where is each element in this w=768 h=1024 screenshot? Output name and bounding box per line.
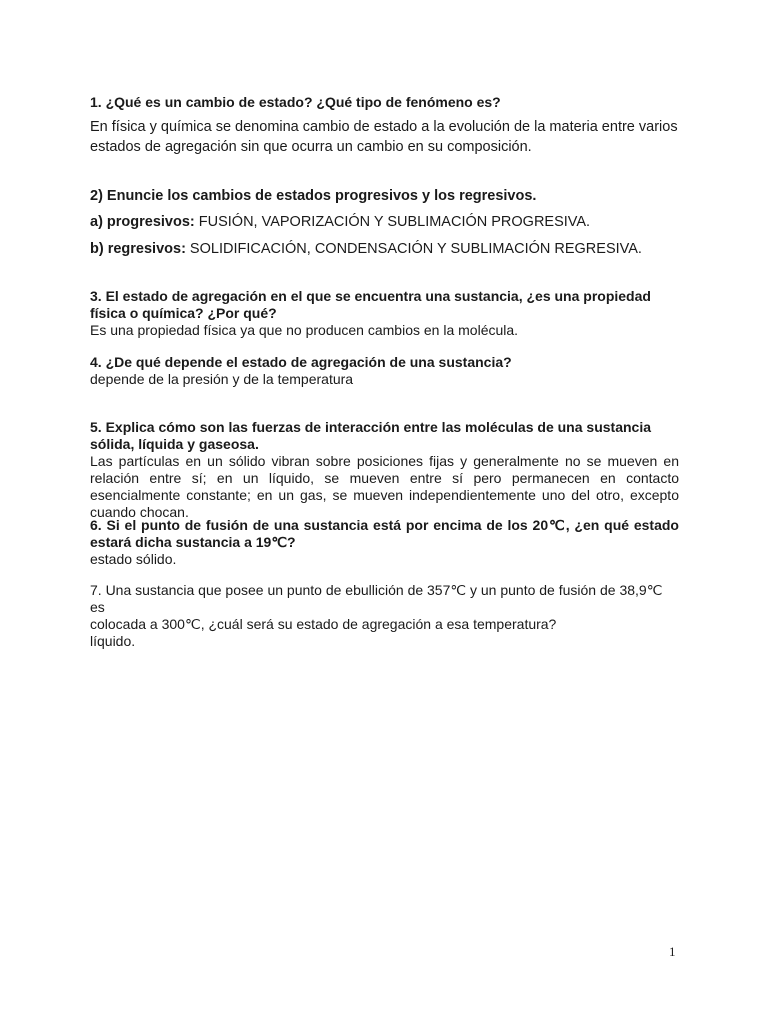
question-3-block: [90, 288, 679, 339]
answer-2b: [90, 239, 679, 259]
question-6-block: [90, 517, 679, 568]
question-7-line-1: 7. Una sustancia que posee un punto de ebullición de 357℃ y un punto de fusión de 38,9℃ es: [90, 582, 663, 615]
question-5-block: [90, 419, 679, 521]
question-3: 3. El estado de agregación en el que se encuentra una sustancia, ¿es una propiedad física o química? ¿Por qué?: [90, 288, 651, 321]
answer-4: depende de la presión y de la temperatura: [90, 371, 354, 387]
answer-2b-label: b) regresivos:: [90, 241, 186, 257]
answer-6: estado sólido.: [90, 551, 177, 567]
answer-7: líquido.: [90, 633, 136, 649]
question-1-block: [90, 94, 679, 157]
question-2: 2) Enuncie los cambios de estados progresivos y los regresivos.: [90, 188, 537, 204]
answer-1: En física y química se denomina cambio de estado a la evolución de la materia entre varios estados de agregación sin que ocurra un cambio en su composición.: [90, 119, 678, 155]
answer-2a-label: a) progresivos:: [90, 214, 195, 230]
answer-5: Las partículas en un sólido vibran sobre posiciones fijas y generalmente no se mueven en relación entre sí; en un líquido, se mueven entre sí pero permanecen en contacto esencialmente constante; en un gas, se mueven independientemente uno del otro, excepto cuando chocan.: [90, 453, 679, 520]
question-6: 6. Si el punto de fusión de una sustancia está por encima de los 20℃, ¿en qué estado estará dicha sustancia a 19℃?: [90, 517, 679, 550]
question-2-block: [90, 186, 679, 259]
question-4-block: [90, 354, 679, 388]
answer-2a-text: FUSIÓN, VAPORIZACIÓN Y SUBLIMACIÓN PROGRESIVA.: [194, 214, 591, 230]
page-number: 1: [669, 944, 676, 959]
question-1: 1. ¿Qué es un cambio de estado? ¿Qué tipo de fenómeno es?: [90, 94, 501, 110]
question-4: 4. ¿De qué depende el estado de agregación de una sustancia?: [90, 354, 512, 370]
question-7-line-2: colocada a 300℃, ¿cuál será su estado de agregación a esa temperatura?: [90, 616, 557, 632]
answer-3: Es una propiedad física ya que no producen cambios en la molécula.: [90, 322, 519, 338]
answer-2a: [90, 212, 679, 232]
question-7-block: [90, 582, 679, 650]
question-5: 5. Explica cómo son las fuerzas de interacción entre las moléculas de una sustancia sólida, líquida y gaseosa.: [90, 419, 651, 452]
answer-2b-text: SOLIDIFICACIÓN, CONDENSACIÓN Y SUBLIMACIÓN REGRESIVA.: [185, 241, 642, 257]
